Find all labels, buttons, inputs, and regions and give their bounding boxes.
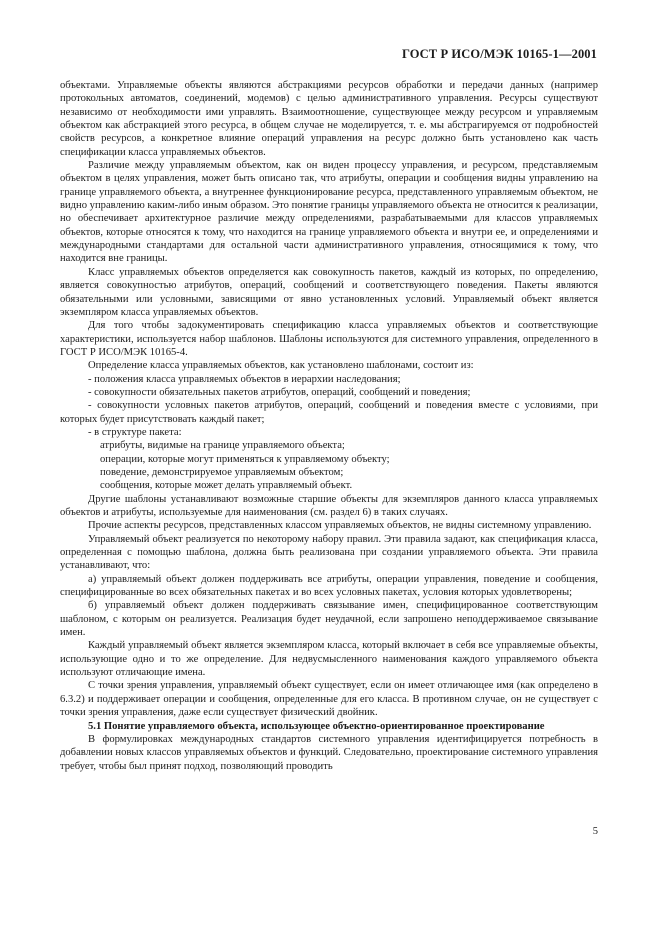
sub-list-item: атрибуты, видимые на границе управляемого объекта; bbox=[100, 440, 345, 452]
paragraph: Класс управляемых объектов определяется как совокупность пакетов, каждый из которых, по определению, является совокупностью атрибутов, операций, сообщений и соответствующего поведения. Пакеты являются обязательными или условными, зависящими от явно установленных условий. Управляемый объект является экземпляром класса управляемых объектов. bbox=[60, 266, 598, 318]
paragraph: объектами. Управляемые объекты являются абстракциями ресурсов обработки и передачи данных (например протокольных автоматов, соединений, модемов) с целью административного управления. Ресурсы существуют независимо от необходимости ими управлять. Взаимоотношение, существующее между ресурсом и управляемым объектом как абстракцией этого ресурса, в общем случае не моделируется, т. е. мы абстрагируемся от подробностей свойств ресурсов, а конкретное влияние операций управления на ресурс должно быть установлено как часть спецификации класса управляемых объектов. bbox=[60, 80, 598, 158]
page-header-title: ГОСТ Р ИСО/МЭК 10165-1—2001 bbox=[401, 47, 597, 61]
paragraph: Прочие аспекты ресурсов, представленных классом управляемых объектов, не видны системному управлению. bbox=[88, 520, 592, 532]
list-item: - положения класса управляемых объектов в иерархии наследования; bbox=[88, 373, 401, 385]
paragraph: Другие шаблоны устанавливают возможные старшие объекты для экземпляров данного класса управляемых объектов и атрибуты, используемые для наименования (см. раздел 6) в таких случаях. bbox=[60, 493, 598, 518]
paragraph: В формулировках международных стандартов системного управления идентифицируется потребность в добавлении новых классов управляемых объектов и функций. Следовательно, проектирование системного управления требует, чтобы был принят подход, позволяющий проводить bbox=[60, 733, 598, 772]
list-item: - совокупности обязательных пакетов атрибутов, операций, сообщений и поведения; bbox=[88, 386, 471, 398]
list-item: - в структуре пакета: bbox=[88, 426, 182, 438]
section-heading: 5.1 Понятие управляемого объекта, использующее объектно-ориентированное проектирование bbox=[88, 720, 545, 732]
list-item: - совокупности условных пакетов атрибутов, операций, сообщений и поведения вместе с условиями, при которых будет присутствовать каждый пакет; bbox=[60, 400, 598, 425]
paragraph: Различие между управляемым объектом, как он виден процессу управления, и ресурсом, представляемым объектом в целях управления, может быть описано так, что атрибуты, операции и сообщения видны управлению на границе управляемого объекта, а внутреннее функционирование ресурса, представленного управляемым объектом, не видно управлению каким-либо иным образом. Это понятие границы управляемого объекта не относится к реализации, но обеспечивает архитектурное различие между определениями, разрабатываемыми для классов управляемых объектов, которые относятся к тому, что находится на границе управляемого объекта и внутри ее, и определениями и международными стандартами для остальной части административного управления, относящимися к тому, что находится вне границы. bbox=[60, 160, 598, 265]
list-item: б) управляемый объект должен поддерживать связывание имен, специфицированное соответствующим шаблоном, с которым он реализуется. Реализация будет неудачной, если запрошено неподдерживаемое связывание имен. bbox=[60, 600, 598, 639]
paragraph: Управляемый объект реализуется по некоторому набору правил. Эти правила задают, как спецификация класса, определенная с помощью шаблона, должна быть реализована при создании управляемого объекта. Эти правила устанавливают, что: bbox=[60, 533, 598, 572]
body-text bbox=[60, 79, 598, 773]
list-item: а) управляемый объект должен поддерживать все атрибуты, операции управления, поведение и сообщения, специфицированные во всех обязательных пакетах и во всех условных пакетах, условия которых удовлетворены; bbox=[60, 573, 598, 599]
page-number: 5 bbox=[592, 826, 598, 837]
paragraph: С точки зрения управления, управляемый объект существует, если он имеет отличающее имя (как определено в 6.3.2) и поддерживает операции и сообщения, определенные для его класса. В противном случае, он не существует с точки зрения управления, даже если существует физический двойник. bbox=[60, 680, 598, 719]
sub-list-item: сообщения, которые может делать управляемый объект. bbox=[100, 480, 353, 492]
sub-list-item: операции, которые могут применяться к управляемому объекту; bbox=[100, 453, 390, 465]
paragraph: Каждый управляемый объект является экземпляром класса, который включает в себя все управляемые объекты, использующие одно и то же определение. Для недвусмысленного наименования каждого управляемого объекта используют отличающие имена. bbox=[60, 640, 598, 679]
sub-list-item: поведение, демонстрируемое управляемым объектом; bbox=[100, 466, 344, 478]
paragraph: Для того чтобы задокументировать спецификацию класса управляемых объектов и соответствующие характеристики, используется набор шаблонов. Шаблоны используются для системного управления, определенного в ГОСТ Р ИСО/МЭК 10165-4. bbox=[60, 320, 598, 358]
paragraph: Определение класса управляемых объектов, как установлено шаблонами, состоит из: bbox=[88, 360, 474, 372]
